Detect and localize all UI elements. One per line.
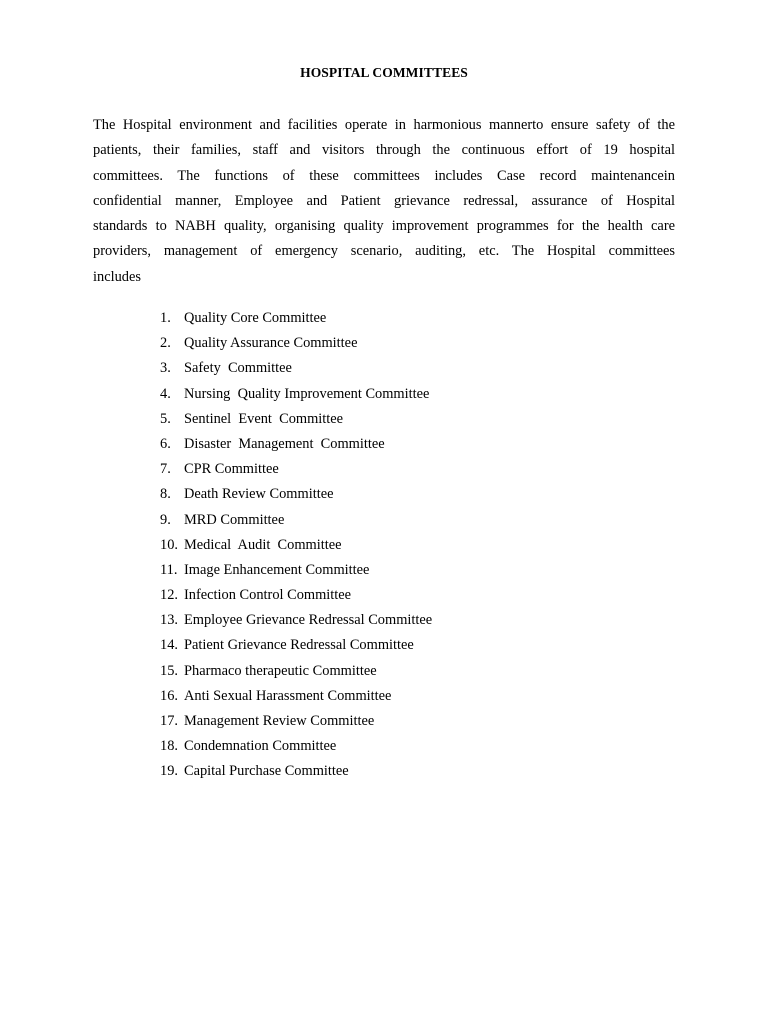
list-number: 1. <box>160 310 171 326</box>
list-item <box>160 482 432 507</box>
committee-name: Medical Audit Committee <box>184 536 342 553</box>
list-item <box>160 709 432 734</box>
list-number: 19. <box>160 763 178 780</box>
list-item <box>160 432 432 457</box>
intro-line: providers, management of emergency scenario, auditing, etc. The Hospital committees <box>93 243 675 260</box>
list-item <box>160 457 432 482</box>
committee-name: Quality Core Committee <box>184 310 327 326</box>
list-item <box>160 734 432 759</box>
committee-name: Death Review Committee <box>184 486 334 503</box>
list-item <box>160 583 432 608</box>
list-item <box>160 684 432 709</box>
list-item <box>160 659 432 684</box>
committee-name: Disaster Management Committee <box>184 435 385 452</box>
list-item <box>160 508 432 533</box>
committee-name: Image Enhancement Committee <box>184 561 370 578</box>
list-number: 15. <box>160 662 178 679</box>
list-number: 16. <box>160 687 178 704</box>
committee-name: Condemnation Committee <box>184 738 337 755</box>
list-item <box>160 558 432 583</box>
committee-name: Capital Purchase Committee <box>184 763 349 780</box>
page-title: HOSPITAL COMMITTEES <box>300 65 468 80</box>
list-number: 12. <box>160 587 178 604</box>
list-number: 6. <box>160 435 171 452</box>
intro-line: patients, their families, staff and visitors through the continuous effort of 19 hospital <box>93 142 675 159</box>
intro-line: The Hospital environment and facilities operate in harmonious mannerto ensure safety of the <box>93 117 675 133</box>
list-item <box>160 533 432 558</box>
list-number: 8. <box>160 486 171 503</box>
committee-name: Management Review Committee <box>184 713 375 729</box>
list-item <box>160 306 432 331</box>
committee-list <box>160 306 432 785</box>
list-number: 11. <box>160 561 178 578</box>
list-number: 4. <box>160 385 171 402</box>
list-number: 18. <box>160 738 178 755</box>
committee-name: Patient Grievance Redressal Committee <box>184 637 414 654</box>
list-item <box>160 382 432 407</box>
intro-line: confidential manner, Employee and Patient grievance redressal, assurance of Hospital <box>93 192 675 209</box>
intro-paragraph <box>93 113 675 290</box>
list-number: 2. <box>160 335 171 352</box>
committee-name: Nursing Quality Improvement Committee <box>184 385 430 402</box>
intro-line: includes <box>93 268 141 285</box>
list-item <box>160 759 432 784</box>
list-item <box>160 356 432 381</box>
committee-name: Anti Sexual Harassment Committee <box>184 687 392 704</box>
intro-line: committees. The functions of these committees includes Case record maintenancein <box>93 167 675 184</box>
intro-line: standards to NABH quality, organising quality improvement programmes for the health care <box>93 218 675 235</box>
list-number: 5. <box>160 410 171 427</box>
committee-name: Sentinel Event Committee <box>184 410 344 427</box>
list-number: 7. <box>160 461 171 478</box>
list-item <box>160 331 432 356</box>
list-item <box>160 407 432 432</box>
list-item <box>160 633 432 658</box>
committee-name: MRD Committee <box>184 511 285 528</box>
list-number: 13. <box>160 612 178 629</box>
list-number: 14. <box>160 637 178 654</box>
committee-name: Employee Grievance Redressal Committee <box>184 612 433 629</box>
list-number: 9. <box>160 511 171 528</box>
committee-name: Pharmaco therapeutic Committee <box>184 662 377 679</box>
committee-name: CPR Committee <box>184 461 279 478</box>
list-item <box>160 608 432 633</box>
list-number: 3. <box>160 360 171 377</box>
committee-name: Safety Committee <box>184 360 292 377</box>
committee-name: Quality Assurance Committee <box>184 335 358 352</box>
committee-name: Infection Control Committee <box>184 587 352 604</box>
list-number: 10. <box>160 536 178 553</box>
list-number: 17. <box>160 713 178 729</box>
